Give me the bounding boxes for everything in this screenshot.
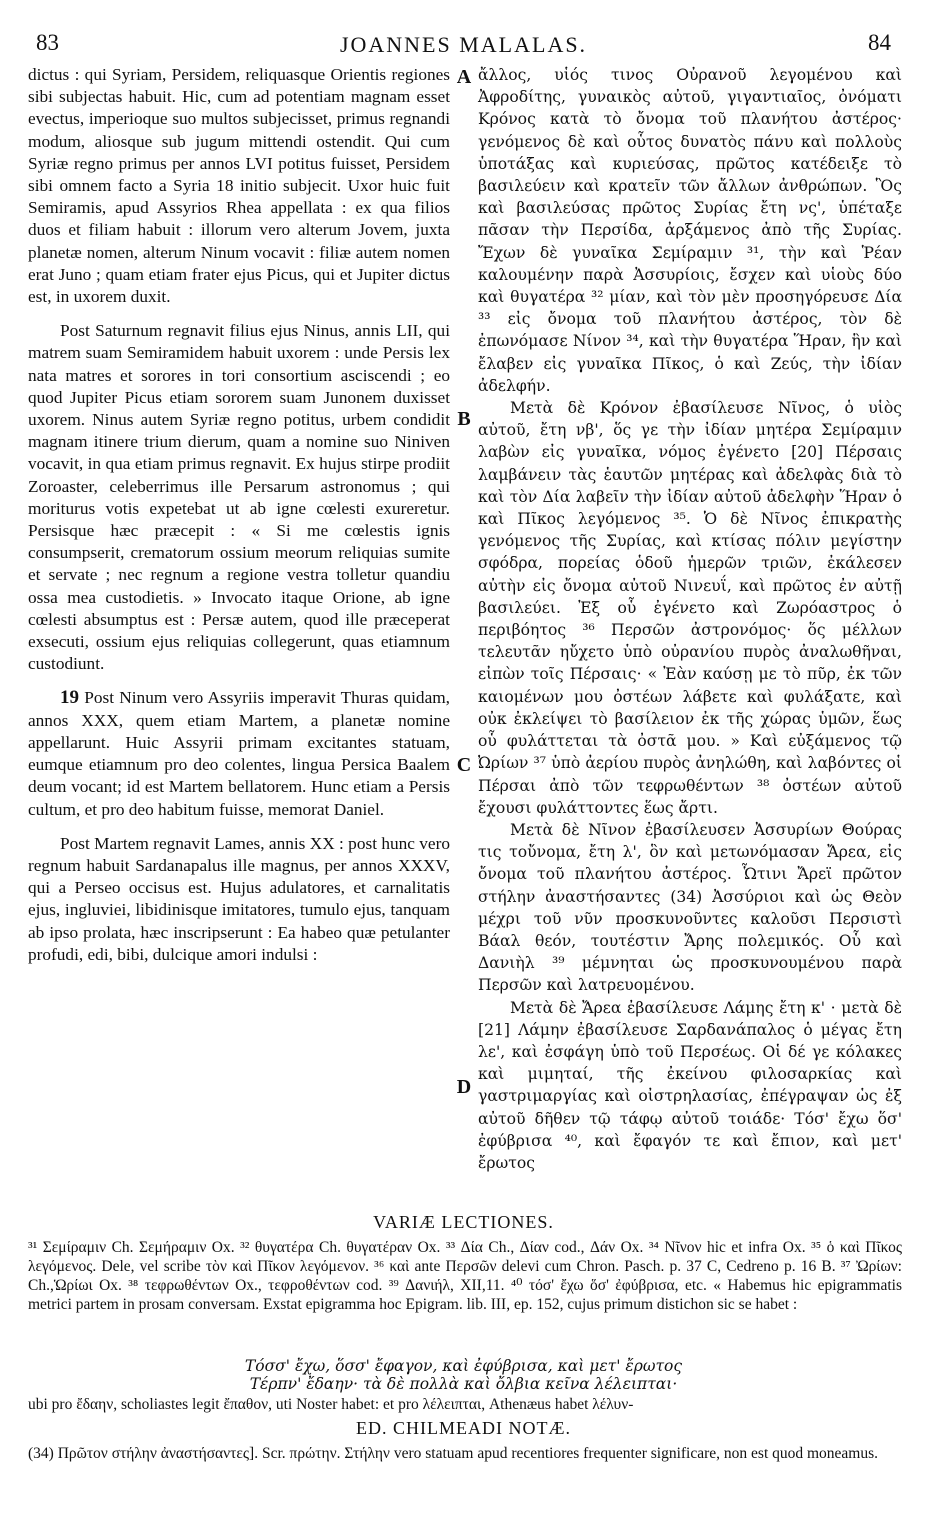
epigram: [0, 1357, 927, 1393]
latin-column: [28, 64, 450, 1208]
latin-paragraph-3: [28, 687, 450, 820]
epigram-line-2: Τέρπν' ἔδαην· τὰ δὲ πολλὰ καὶ ὄλβια κεῖνα λέλειπται·: [249, 1375, 678, 1393]
variae-continuation: ubi pro ἔδαην, scholiastes legit ἔπαθον, uti Noster habet: et pro λέλειπται, Athenæus habet λέλυν-: [28, 1396, 634, 1413]
latin-paragraph-3-text: Post Ninum vero Assyriis imperavit Thuras quidam, annos XXX, quem etiam Martem, a planetæ nomine appellarunt. Huic Assyrii primam excitantes statuam, eumque etiamnum pro deo colentes, lingua Persica Baalem deum vocant; id est Martem bellatorem. Hunc etiam a Persis cultum, et pro deo habitum fuisse, memorat Daniel.: [28, 688, 450, 819]
running-title: JOANNES MALALAS.: [339, 32, 588, 57]
chapter-number: 19: [60, 687, 79, 709]
greek-paragraph-1: ἄλλος, υἱός τινος Οὐρανοῦ λεγομένου καὶ Ἀφροδίτης, γυναικὸς αὐτοῦ, γιγαντιαῖος, ὀνόματι Κρόνος κατὰ τὸ ὄνομα τοῦ πλανήτου ἀστέρος· γενόμενος δὲ καὶ οὗτος δυνατὸς πάνυ καὶ πολλοὺς ὑποτάξας καὶ κυριεύσας, πρῶτος κατέδειξε τὸ βασιλεύειν καὶ κρατεῖν τῶν ἄλλων ἀνθρώπων. Ὃς καὶ βασιλεύσας πρῶτος Συρίας ἔτη νς', ὑπέταξε πᾶσαν τὴν Περσίδα, ἀρξάμενος ἀπὸ τῆς Συρίας. Ἔχων δὲ γυναῖκα Σεμίραμιν ³¹, τὴν καὶ Ῥέαν καλουμένην παρὰ Ἀσσυρίοις, ἔσχεν καὶ υἱοὺς δύο καὶ θυγατέρα ³² μίαν, καὶ τὸν μὲν προσηγόρευσε Δία ³³ εἰς ὄνομα τοῦ πλανήτου ἀστέρος, τὸν δὲ ἐπωνόμασε Νίνον ³⁴, καὶ τὴν θυγατέρα Ἥραν, ἣν καὶ ἔλαβεν εἰς γυναῖκα Πῖκος, ὁ καὶ Ζεύς, τὴν ἰδίαν ἀδελφήν.: [478, 66, 902, 395]
margin-letter-a: A: [456, 66, 472, 88]
latin-paragraph-4: Post Martem regnavit Lames, annis XX : post hunc vero regnum habuit Sardanapalus ille magnus, per annos XXXV, qui a Perseo occisus est. Hujus adulatores, et carnalitatis ejus, ingluviei, libidinisque imitatores, tumulo ejus, tanquam ab ipso prolata, hæc inscripserunt : Ea habeo quæ petulanter profudi, edi, bibi, dulcique amori indulsi :: [28, 833, 450, 964]
greek-paragraph-2: Μετὰ δὲ Κρόνον ἐβασίλευσε Νῖνος, ὁ υἱὸς αὐτοῦ, ἔτη νβ', ὅς γε τὴν ἰδίαν μητέρα Σεμίραμιν λαβὼν εἰς γυναῖκα, νόμος ἐγένετο [20] Πέρσαις λαμβάνειν τὰς ἑαυτῶν μητέρας καὶ ἀδελφὰς διὰ τὸ καὶ τὸν Δία λαβεῖν τὴν ἰδίαν αὐτοῦ ἀδελφὴν Ἥραν ὁ καὶ Πῖκος λεγόμενος ³⁵. Ὁ δὲ Νῖνος ἐπικρατὴς γενόμενος τῆς Συρίας, καὶ κτίσας πόλιν μεγίστην σφόδρα, πορείας ὁδοῦ ἡμερῶν τριῶν, ἐκάλεσεν αὐτὴν εἰς ὄνομα αὐτοῦ Νινευΐ, καὶ πρῶτος ἐν αὐτῇ βασιλεύει. Ἐξ οὗ ἐγένετο καὶ Ζωρόαστρος ὁ περιβόητος ³⁶ Περσῶν ἀστρονόμος· ὅς μέλλων τελευτᾶν ηὔχετο ὑπὸ οὐρανίου πυρὸς ἀναλωθῆναι, εἰπὼν τοῖς Πέρσαις· « Ἐὰν καύσῃ με τὸ πῦρ, ἐκ τῶν καιομένων μου ὀστέων λάβετε καὶ φυλάξατε, καὶ οὐκ ἐκλείψει τὸ βασίλειον ἐκ τῆς χώρας ὑμῶν, ἕως οὗ φυλάττεται τὰ ὀστᾶ μου. » Καὶ εὐξάμενος τῷ Ὠρίων ³⁷ ὑπὸ ἀερίου πυρὸς ἀνηλώθη, καὶ λαβόντες οἱ Πέρσαι ἀπὸ τῶν τεφρωθέντων ³⁸ ὀστέων αὐτοῦ ἔχουσι φυλάττοντες ἕως ἄρτι.: [478, 399, 902, 817]
greek-paragraph-3: Μετὰ δὲ Νῖνον ἐβασίλευσεν Ἀσσυρίων Θούρας τις τοὔνομα, ἔτη λ', ὃν καὶ μετωνόμασαν Ἄρεα, εἰς ὄνομα τοῦ πλανήτου ἀστέρος. Ὧτινι Ἄρεϊ πρῶτον στήλην ἀναστήσαντες (34) Ἀσσύριοι καὶ ὡς Θεὸν μέχρι τοῦ νῦν προσκυνοῦντες καλοῦσι Περσιστὶ Βάαλ θεόν, τουτέστιν Ἄρης πολεμικός. Οὗ καὶ Δανιὴλ ³⁹ μέμνηται ὡς προσκυνουμένου παρὰ Περσῶν καὶ λατρευομένου.: [478, 820, 902, 995]
variae-lectiones-heading: VARIÆ LECTIONES.: [373, 1212, 554, 1232]
variae-lectiones-text: ³¹ Σεμίραμιν Ch. Σεμήραμιν Ox. ³² θυγατέρα Ch. θυγατέραν Ox. ³³ Δία Ch., Δίαν cod., Δάν Ox. ³⁴ Νῖνον hic et infra Ox. ³⁵ ὁ καὶ Πῖκος λεγόμενος. Dele, vel scribe τὸν καὶ Πῖκον λεγόμενον. ³⁶ καὶ ante Περσῶν delevi cum Chron. Pasch. p. 37 C, Cedreno p. 16 B. ³⁷ Ὠρίων: Ch.,Ὡρίωι Ox. ³⁸ τεφρωθέντων Ox., τεφροθέντων cod. ³⁹ Δανιήλ, XII,11. ⁴⁰ τόσ' ἔχω ὅσ' ἐφύβρισα, etc. « Habemus hic epigrammatis metrici partem in prosam conversam. Exstat epigramma hoc Epigram. lib. III, ep. 152, cujus primum distichon sic se habet :: [28, 1239, 902, 1313]
greek-paragraph-4: Μετὰ δὲ Ἄρεα ἐβασίλευσε Λάμης ἔτη κ' · μετὰ δὲ [21] Λάμην ἐβασίλευσε Σαρδανάπαλος ὁ μέγας ἔτη λε', καὶ ἐσφάγη ὑπὸ τοῦ Περσέως. Οἱ δέ γε κόλακες καὶ μιμηταί, τῆς ἐκείνου φιλοσαρκίας καὶ γαστριμαργίας καὶ οἰστρηλασίας, ἐπέγραψαν ὡς ἐξ αὐτοῦ δῆθεν τῷ τάφῳ αὐτοῦ τοιάδε· Τόσ' ἔχω ὅσ' ἐφύβρισα ⁴⁰, καὶ ἔφαγόν τε καὶ ἔπιον, καὶ μετ' ἔρωτος: [478, 998, 902, 1172]
margin-letter-b: B: [457, 408, 471, 430]
latin-paragraph-1: dictus : qui Syriam, Persidem, reliquasque Orientis regiones sibi subjectas habuit. Hic, cum ad potentiam magnam esset evectus, imperioque suo multos subjecisset, primus regnandi modum, aliosque sub jugum mittendi ostendit. Qui cum Syriæ regno primus per annos LVI potitus fuisset, Persidem sibi omnem facto a Syria 18 initio subjecit. Uxor huic fuit Semiramis, apud Assyrios Rhea appellata : ex qua filios duos et filiam habuit : illorum vero alterum Jovem, juxta planetæ nomen, alterum Ninum vocavit : filiæ autem nomen erat Juno ; quam etiam frater ejus Picus, qui et Jupiter dictus est, in uxorem duxit.: [28, 65, 450, 307]
epigram-line-1: Τόσσ' ἔχω, ὅσσ' ἔφαγον, καὶ ἐφύβρισα, καὶ μετ' ἔρωτος: [244, 1357, 683, 1375]
page-header: [0, 30, 927, 64]
page-number-left: 83: [36, 30, 59, 55]
notae-heading: ED. CHILMEADI NOTÆ.: [356, 1418, 571, 1438]
notae-text: (34) Πρῶτον στήλην ἀναστήσαντες]. Scr. πρώτην. Στήλην vero statuam apud recentiores frequenter significare, non est quod moneamus.: [28, 1445, 879, 1462]
greek-column: [478, 64, 902, 1208]
margin-letter-d: D: [456, 1076, 472, 1098]
page-number-right: 84: [868, 30, 891, 55]
latin-paragraph-2: Post Saturnum regnavit filius ejus Ninus, annis LII, qui matrem suam Semiramidem habuit uxorem : unde Persis lex nata matres et sorores in tori consortium asciscendi ; eo quod Jupiter Picus etiam sororem suam Junonem duxisset uxorem. Ninus autem Syriæ regno potitus, urbem condidit magnam itinere trium dierum, quam a nomine suo Niniven vocavit, in qua etiam primus regnavit. Ex hujus stirpe prodiit Zoroaster, celeberrimus ille Persarum astronomus ; qui moriturus votis expetebat ut ab igne cœlesti exureretur. Persisque hæc præcepit : « Si me cœlestis ignis consumpserit, crematorum ossium meorum reliquias sumite et servate ; nec regnum a regione vestra tolletur quandiu ossa mea custodietis. » Invocato itaque Orione, ab igne cœlesti absumptus est : Persæ autem, quod ille præceperat exsecuti, ossium ejus reliquias collegerunt, quas etiamnum custodiunt.: [28, 321, 450, 674]
margin-letter-c: C: [456, 754, 472, 776]
